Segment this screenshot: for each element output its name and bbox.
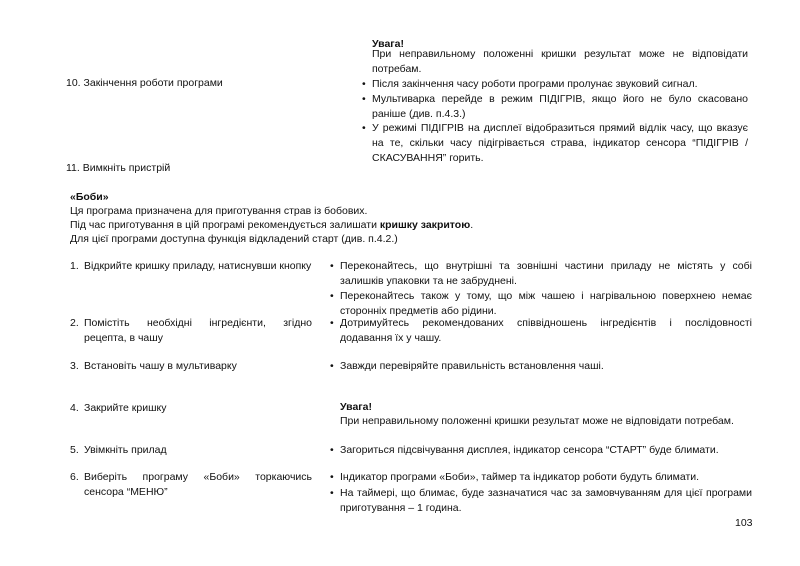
step-10-label: 10. Закінчення роботи програми [66,77,223,89]
note-1: • Переконайтесь, що внутрішні та зовнішні частини приладу не містять у собі залишків упаковки та не забруднені. [330,260,752,287]
note-4-title: Увага! [340,401,372,413]
step-11-label: 11. Вимкніть пристрій [66,162,171,174]
intro-line-3: Для цієї програми доступна функція відкладений старт (див. п.4.2.) [70,233,398,245]
bullet-icon: • [330,290,334,302]
bullet-icon: • [330,260,334,272]
page-number: 103 [735,517,753,529]
note-1b: • Переконайтесь також у тому, що між чашею і нагрівальною поверхнею немає сторонніх предметів або рідини. [330,290,752,317]
top-bullet-2: • Мультиварка перейде в режим ПІДІГРІВ, якщо його не було скасовано раніше (див. п.4.3.) [362,93,748,120]
step-5: 5. Увімкніть прилад [70,444,167,456]
note-5: • Загориться підсвічування дисплея, індикатор сенсора “СТАРТ” буде блимати. [330,444,719,456]
step-2: 2. Помістіть необхідні інгредієнти, згідно рецепта, в чашу [70,317,312,344]
step-3: 3. Встановіть чашу в мультиварку [70,360,237,372]
top-bullet-3: • У режимі ПІДІГРІВ на дисплеї відобразиться прямий відлік часу, що вказує на те, скільки часу підігрівається страва, індикатор сенсора “ПІДІГРІВ / СКАСУВАННЯ” горить. [362,122,748,164]
intro-line-1: Ця програма призначена для приготування страв із бобових. [70,205,368,217]
step-4: 4. Закрийте кришку [70,402,167,414]
note-4-text: При неправильному положенні кришки результат може не відповідати потребам. [340,415,734,427]
note-6b: • На таймері, що блимає, буде зазначатися час за замовчуванням для цієї програми приготування – 1 година. [330,487,752,514]
note-2: • Дотримуйтесь рекомендованих співвідношень інгредієнтів і послідовності додавання їх у чашу. [330,317,752,344]
step-1: 1. Відкрийте кришку приладу, натиснувши кнопку [70,260,312,272]
bullet-icon: • [330,471,334,483]
step-6: 6. Виберіть програму «Боби» торкаючись сенсора “МЕНЮ” [70,471,312,498]
bullet-icon: • [330,317,334,329]
program-intro [70,190,730,246]
program-title: «Боби» [70,191,109,203]
note-3: • Завжди перевіряйте правильність встановлення чаші. [330,360,604,372]
bullet-icon: • [362,78,366,90]
top-warning-title: Увага! [372,38,404,50]
bullet-icon: • [330,487,334,499]
bullet-icon: • [362,93,366,105]
bullet-icon: • [330,444,334,456]
bullet-icon: • [330,360,334,372]
top-warning-text: При неправильному положенні кришки результат може не відповідати потребам. [372,48,748,75]
bullet-icon: • [362,122,366,134]
intro-line-2: Під час приготування в цій програмі рекомендується залишати кришку закритою. [70,219,474,231]
top-bullet-1: • Після закінчення часу роботи програми пролунає звуковий сигнал. [362,78,698,90]
note-6a: • Індикатор програми «Боби», таймер та індикатор роботи будуть блимати. [330,471,700,483]
